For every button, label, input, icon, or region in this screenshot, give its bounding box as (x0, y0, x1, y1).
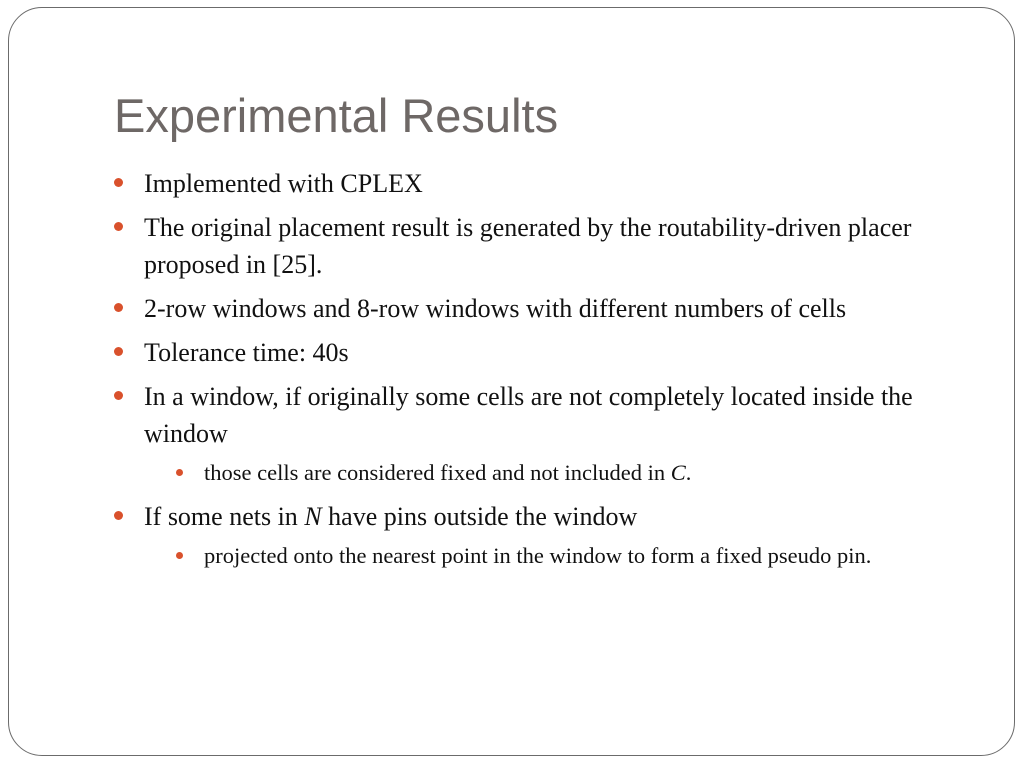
bullet-list (114, 165, 934, 573)
bullet-dot-icon (114, 222, 123, 231)
bullet-dot-icon (114, 391, 123, 400)
bullet-item (114, 290, 934, 327)
bullet-item (114, 209, 934, 283)
bullet-text-post: have pins outside the window (321, 502, 638, 531)
sub-bullet-list (144, 539, 934, 573)
sub-bullet-dot-icon (176, 469, 183, 476)
sub-bullet-text: projected onto the nearest point in the window to form a fixed pseudo pin. (204, 543, 872, 568)
bullet-text-pre: If some nets in (144, 502, 305, 531)
sub-bullet-item (174, 539, 934, 573)
bullet-text: Implemented with CPLEX (144, 169, 423, 198)
slide-title: Experimental Results (114, 89, 559, 142)
sub-bullet-text-pre: those cells are considered fixed and not included in (204, 460, 671, 485)
sub-bullet-list (144, 456, 934, 490)
bullet-dot-icon (114, 178, 123, 187)
bullet-text: Tolerance time: 40s (144, 338, 349, 367)
bullet-text: In a window, if originally some cells are not completely located inside the window (144, 382, 913, 448)
slide-body (114, 165, 934, 581)
bullet-text: 2-row windows and 8-row windows with different numbers of cells (144, 294, 847, 323)
bullet-item (114, 165, 934, 202)
variable-n: N (304, 502, 322, 531)
bullet-item (114, 334, 934, 371)
bullet-dot-icon (114, 347, 123, 356)
bullet-item (114, 498, 934, 573)
bullet-dot-icon (114, 303, 123, 312)
sub-bullet-item (174, 456, 934, 490)
bullet-text: The original placement result is generated by the routability-driven placer proposed in [25]. (144, 213, 912, 279)
bullet-item (114, 378, 934, 490)
sub-bullet-text-post: . (685, 460, 692, 485)
bullet-dot-icon (114, 511, 123, 520)
variable-c: C (670, 460, 686, 485)
sub-bullet-dot-icon (176, 552, 183, 559)
